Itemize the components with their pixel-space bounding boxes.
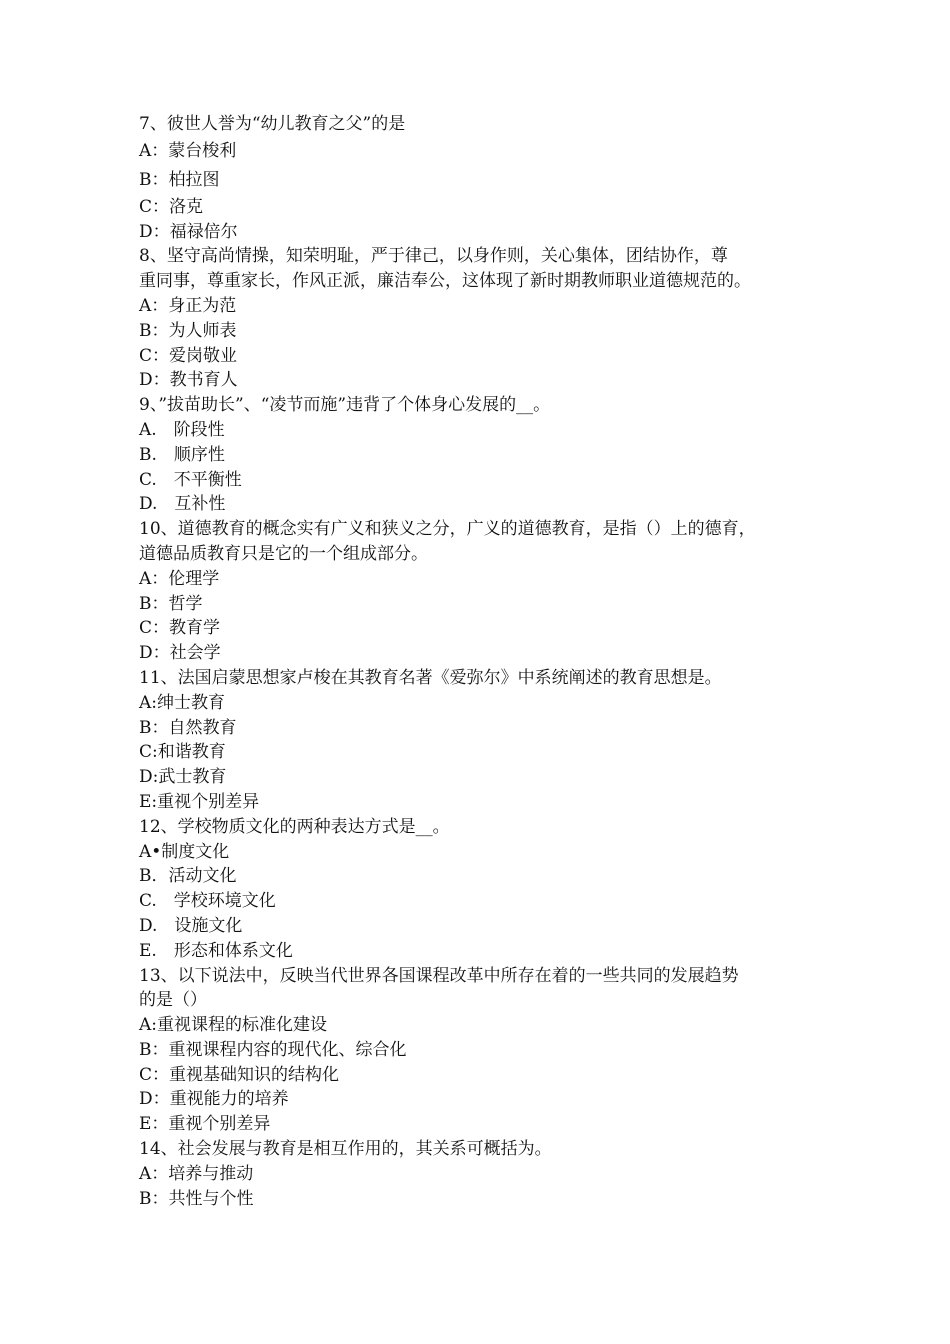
question-14-stem: 14、社会发展与教育是相互作用的，其关系可概括为。 [139,1139,552,1160]
question-7-option-d: D：福禄倍尔 [139,221,238,242]
question-8-stem-line-1: 8、坚守高尚情操，知荣明耻，严于律己，以身作则，关心集体，团结协作，尊 [139,246,728,267]
question-10-stem-line-2: 道德品质教育只是它的一个组成部分。 [139,543,428,564]
question-7-option-b: B：柏拉图 [139,169,220,190]
question-14-option-a: A：培养与推动 [139,1163,254,1184]
question-12-stem: 12、学校物质文化的两种表达方式是__。 [139,816,450,837]
question-8-option-b: B：为人师表 [139,320,237,341]
question-13-option-c: C：重视基础知识的结构化 [139,1064,340,1085]
question-9-option-c: C. 不平衡性 [139,469,242,490]
document-body [139,112,829,1211]
question-8-option-d: D：教书育人 [139,370,238,391]
question-11-option-e: E:重视个别差异 [139,791,260,812]
question-10-stem-line-1: 10、道德教育的概念实有广义和狭义之分，广义的道德教育，是指（）上的德育， [139,519,756,540]
question-12-option-b: B．活动文化 [139,866,237,887]
question-10-option-c: C：教育学 [139,618,221,639]
question-8-stem-line-2: 重同事，尊重家长，作风正派，廉洁奉公，这体现了新时期教师职业道德规范的。 [139,271,751,292]
question-11-option-d: D:武士教育 [139,767,227,788]
question-12-option-e: E. 形态和体系文化 [139,940,293,961]
question-9-option-b: B. 顺序性 [139,444,225,465]
question-10-option-b: B：哲学 [139,593,203,614]
question-13-option-b: B：重视课程内容的现代化、综合化 [139,1039,407,1060]
question-7-stem: 7、彼世人誉为“幼儿教育之父”的是 [139,114,406,134]
question-13-option-a: A:重视课程的标准化建设 [139,1015,328,1036]
question-10-option-a: A：伦理学 [139,568,220,589]
question-14-option-b: B：共性与个性 [139,1188,254,1209]
question-13-stem-line-1: 13、以下说法中，反映当代世界各国课程改革中所存在着的一些共同的发展趋势 [139,965,739,986]
question-11-option-a: A:绅士教育 [139,692,226,713]
question-9-option-d: D. 互补性 [139,494,226,515]
question-12-option-c: C. 学校环境文化 [139,891,276,912]
question-13-option-e: E：重视个别差异 [139,1114,271,1135]
question-11-stem: 11、法国启蒙思想家卢梭在其教育名著《爱弥尔》中系统阐述的教育思想是。 [139,667,722,688]
question-8-option-a: A：身正为范 [139,295,237,316]
question-11-option-b: B：自然教育 [139,717,237,738]
question-13-option-d: D：重视能力的培养 [139,1089,289,1110]
question-7-option-c: C：洛克 [139,196,204,217]
question-12-option-a: A•制度文化 [139,841,230,862]
question-9-option-a: A. 阶段性 [139,419,225,440]
question-12-option-d: D. 设施文化 [139,915,243,936]
question-7-option-a: A：蒙台梭利 [139,140,237,161]
question-13-stem-line-2: 的是（） [139,990,207,1011]
question-11-option-c: C:和谐教育 [139,742,226,763]
question-9-stem: 9、”拔苗助长”、“凌节而施”违背了个体身心发展的__。 [139,395,551,416]
question-10-option-d: D：社会学 [139,643,221,664]
question-8-option-c: C：爱岗敬业 [139,345,238,366]
